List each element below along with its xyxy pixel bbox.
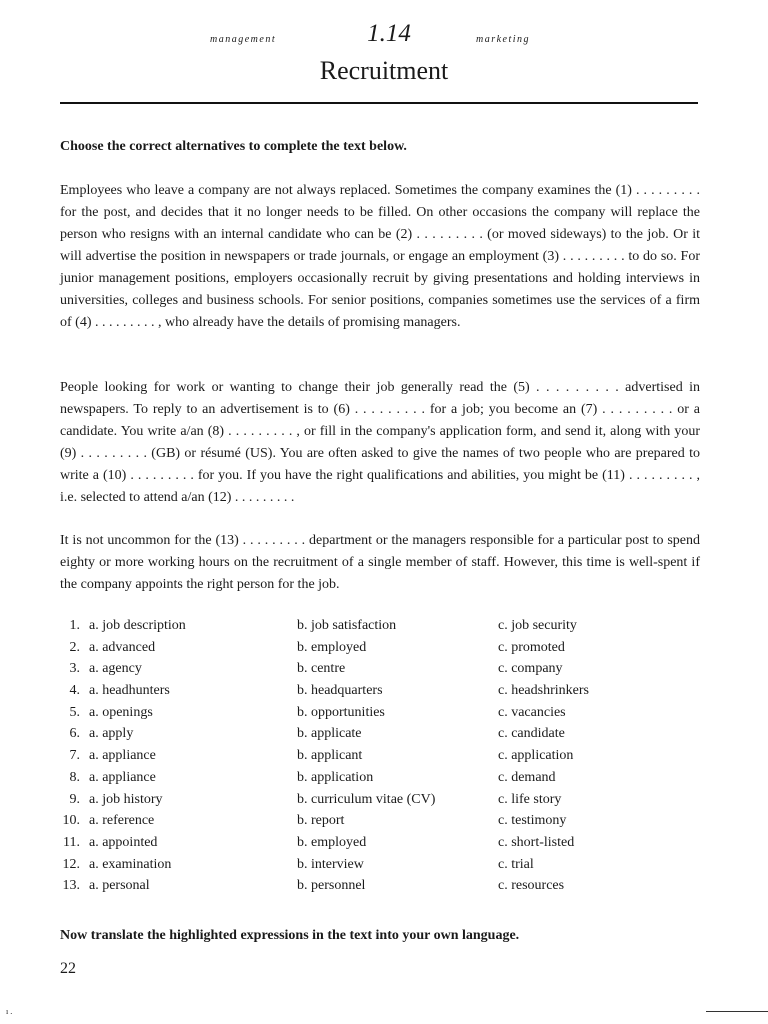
option-b: b. job satisfaction <box>297 618 397 633</box>
option-row <box>60 726 700 748</box>
option-number: 2. <box>69 639 80 655</box>
option-b: b. applicant <box>297 748 363 764</box>
option-b: b. applicate <box>297 726 362 742</box>
option-a: a. personal <box>89 878 150 894</box>
option-row <box>60 770 700 792</box>
option-number: 4. <box>69 683 80 699</box>
option-b: b. interview <box>297 856 364 872</box>
option-row <box>60 618 700 640</box>
option-row <box>60 792 700 814</box>
option-b: b. opportunities <box>297 704 385 720</box>
page-number: 22 <box>60 960 76 977</box>
option-c: c. life story <box>498 791 562 807</box>
option-number: 8. <box>69 769 80 785</box>
option-row <box>60 813 700 835</box>
option-row <box>60 878 700 900</box>
option-c: c. company <box>498 661 563 677</box>
option-row <box>60 835 700 857</box>
option-number: 13. <box>62 878 80 894</box>
option-a: a. advanced <box>89 639 156 655</box>
option-a: a. job history <box>89 791 163 807</box>
paragraph-2: People looking for work or wanting to change their job generally read the (5) . . . . . . . . . advertised in newspapers. To reply to an advertisement is to (6) . . . . . . . . . for a job; you become an (7) . . . . . . . . . or a candidate. You write a/an (8) . . . . . . . . . , or fill in the company's application form, and send it, along with your (9) . . . . . . . . . (GB) or résumé (US). You are often asked to give the names of two people who are prepared to write a (10) . . . . . . . . . for you. If you have the right qualifications and abilities, you might be (11) . . . . . . . . . , i.e. selected to attend a/an (12) . . . . . . . . . <box>60 380 700 505</box>
option-b: b. employed <box>297 834 367 850</box>
option-c: c. promoted <box>498 639 565 655</box>
title-divider <box>60 102 698 104</box>
option-number: 9. <box>69 791 80 807</box>
option-a: a. job description <box>89 618 186 633</box>
option-row <box>60 857 700 879</box>
corner-mark: ı . <box>6 1007 13 1016</box>
instruction-bottom: Now translate the highlighted expressions in the text into your own language. <box>60 928 520 943</box>
option-b: b. report <box>297 813 345 829</box>
option-c: c. headshrinkers <box>498 683 589 699</box>
instruction-top: Choose the correct alternatives to complete the text below. <box>60 139 407 154</box>
option-number: 5. <box>69 704 80 720</box>
option-a: a. openings <box>89 704 153 720</box>
header-section-left: management <box>210 34 277 45</box>
option-row <box>60 640 700 662</box>
option-number: 1. <box>69 618 80 633</box>
option-a: a. agency <box>89 661 142 677</box>
option-c: c. job security <box>498 618 577 633</box>
header-section-right: marketing <box>476 34 531 45</box>
option-a: a. appliance <box>89 769 156 785</box>
option-a: a. appointed <box>89 834 158 850</box>
option-row <box>60 661 700 683</box>
option-c: c. trial <box>498 856 534 872</box>
option-a: a. appliance <box>89 748 156 764</box>
option-c: c. testimony <box>498 813 567 829</box>
option-c: c. vacancies <box>498 704 566 720</box>
option-row <box>60 683 700 705</box>
option-number: 11. <box>63 834 80 850</box>
option-b: b. curriculum vitae (CV) <box>297 791 436 807</box>
option-c: c. short-listed <box>498 834 575 850</box>
option-c: c. demand <box>498 769 556 785</box>
option-b: b. application <box>297 769 374 785</box>
option-row <box>60 748 700 770</box>
paragraph-1: Employees who leave a company are not always replaced. Sometimes the company examines the (1) . . . . . . . . . for the post, and decides that it no longer needs to be filled. On other occasions the company will replace the person who resigns with an internal candidate who can be (2) . . . . . . . . . (or moved sideways) to the job. Or it will advertise the position in newspapers or trade journals, or engage an employment (3) . . . . . . . . . to do so. For junior management positions, employers occasionally recruit by giving presentations and holding interviews in universities, colleges and business schools. For senior positions, companies sometimes use the services of a firm of (4) . . . . . . . . . , who already have the details of promising managers. <box>60 183 700 330</box>
option-a: a. headhunters <box>89 683 170 699</box>
unit-number: 1.14 <box>367 20 411 47</box>
option-b: b. centre <box>297 661 346 677</box>
option-a: a. apply <box>89 726 134 742</box>
bottom-edge-line <box>706 1011 768 1012</box>
page-title: Recruitment <box>319 56 449 85</box>
options-list <box>60 618 700 900</box>
option-b: b. headquarters <box>297 683 383 699</box>
option-row <box>60 705 700 727</box>
option-c: c. candidate <box>498 726 565 742</box>
option-a: a. examination <box>89 856 172 872</box>
option-c: c. application <box>498 748 574 764</box>
option-b: b. employed <box>297 639 367 655</box>
option-c: c. resources <box>498 878 565 894</box>
paragraph-3: It is not uncommon for the (13) . . . . . . . . . department or the managers responsible for a particular post to spend eighty or more working hours on the recruitment of a single member of staff. However, this time is well-spent if the company appoints the right person for the job. <box>60 533 700 592</box>
option-number: 12. <box>62 856 80 872</box>
option-number: 7. <box>69 748 80 764</box>
option-b: b. personnel <box>297 878 366 894</box>
option-number: 10. <box>62 813 80 829</box>
option-number: 3. <box>69 661 80 677</box>
option-number: 6. <box>69 726 80 742</box>
option-a: a. reference <box>89 813 155 829</box>
